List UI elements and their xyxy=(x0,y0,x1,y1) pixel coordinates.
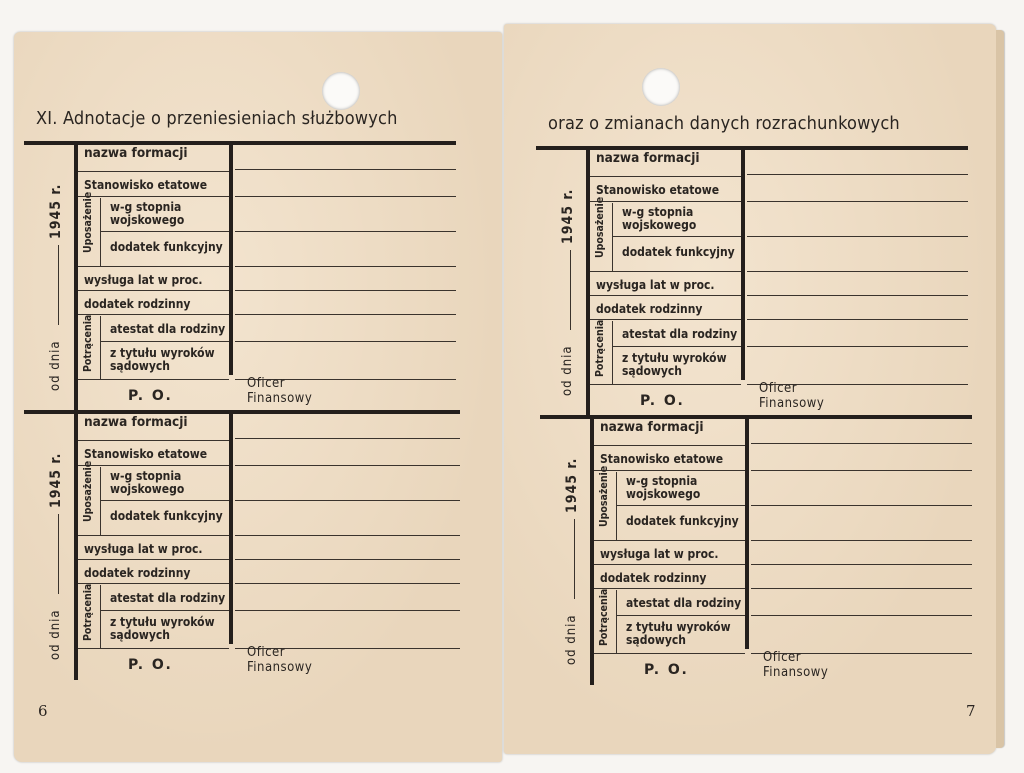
right-page-number: 7 xyxy=(966,702,976,720)
left-block2-year-line xyxy=(58,514,59,594)
left-block1-atestat-label: atestat dla rodziny xyxy=(110,322,226,336)
left-block1-entry-line-0 xyxy=(235,169,456,170)
right-block1-entry-line-0 xyxy=(747,174,968,175)
left-block2-wysluga-divider xyxy=(78,559,229,560)
right-block1-entry-line-2 xyxy=(747,236,968,237)
right-block1-rodzinny-divider xyxy=(590,319,741,320)
left-block1-potracenia-divider xyxy=(100,316,101,380)
left-block1-uposazenie-divider xyxy=(100,198,101,266)
left-block2-wg-stopnia-divider xyxy=(100,500,229,501)
right-block2-entry-line-3 xyxy=(751,540,972,541)
right-block1-uposazenie-end xyxy=(590,271,741,272)
right-block2-wg-stopnia-divider xyxy=(616,505,745,506)
right-block1-dodatek-rodzinny-label: dodatek rodzinny xyxy=(596,302,703,316)
left-block2-stanowisko-etatowe-divider xyxy=(78,465,229,466)
left-block2-bar-entries xyxy=(229,412,233,644)
right-block2-bar-label xyxy=(590,417,594,685)
right-block2-potracenia-end xyxy=(594,653,745,654)
right-block1-uposazenie-divider xyxy=(612,203,613,271)
left-page-number: 6 xyxy=(38,702,48,720)
left-block1-entry-line-5 xyxy=(235,314,456,315)
left-block1-z-tytulu-label: z tytułu wyroków xyxy=(110,346,215,360)
left-block1-entry-line-2 xyxy=(235,231,456,232)
left-block2-entry-line-3 xyxy=(235,535,460,536)
right-block1-wysluga-divider xyxy=(590,295,741,296)
left-block1-wg-stopnia-label: w-g stopnia xyxy=(110,200,182,214)
punch-hole-left xyxy=(322,72,360,110)
left-block1-dodatek-funkcyjny-label: dodatek funkcyjny xyxy=(110,240,223,254)
right-block1-year: 1945 r. xyxy=(560,188,576,244)
right-block1-atestat-label: atestat dla rodziny xyxy=(622,327,738,341)
right-block1-wojskowego-label: wojskowego xyxy=(622,218,697,232)
left-block2-rodzinny-divider xyxy=(78,583,229,584)
right-block1-from-day: od dnia xyxy=(560,345,575,396)
right-block2-wysluga-divider xyxy=(594,564,745,565)
right-block1-atestat-divider xyxy=(612,346,741,347)
right-block2-entry-line-2 xyxy=(751,505,972,506)
right-block1-entry-line-6 xyxy=(747,346,968,347)
left-block1-atestat-divider xyxy=(100,341,229,342)
right-block2-nazwa-formacji-divider xyxy=(594,445,745,446)
right-page-title: oraz o zmianach danych rozrachunkowych xyxy=(548,113,900,134)
left-block2-oficer-label: Oficer xyxy=(247,645,286,660)
punch-hole-right xyxy=(642,68,680,106)
right-block2-wysluga-label: wysługa lat w proc. xyxy=(600,547,719,561)
left-block1-entry-line-4 xyxy=(235,290,456,291)
left-block2-potracenia-divider xyxy=(100,585,101,649)
left-block2-entry-line-1 xyxy=(235,465,460,466)
right-block1-potracenia-end xyxy=(590,384,741,385)
right-block2-potracenia-divider xyxy=(616,590,617,654)
left-block2-atestat-divider xyxy=(100,610,229,611)
right-block1-entry-line-5 xyxy=(747,319,968,320)
right-block1-nazwa-formacji-divider xyxy=(590,176,741,177)
right-block1-nazwa-formacji-label: nazwa formacji xyxy=(596,150,700,166)
right-block2-entry-line-4 xyxy=(751,564,972,565)
left-block1-sadowych-label: sądowych xyxy=(110,359,170,373)
left-block2-atestat-label: atestat dla rodziny xyxy=(110,591,226,605)
right-block2-uposazenie: Uposażenie xyxy=(598,465,610,527)
left-block1-dodatek-rodzinny-label: dodatek rodzinny xyxy=(84,297,191,311)
right-block1-wg-stopnia-divider xyxy=(612,236,741,237)
right-block2-entry-line-1 xyxy=(751,470,972,471)
right-block1-uposazenie: Uposażenie xyxy=(594,196,606,258)
right-block2-oficer-label: Oficer xyxy=(763,650,802,665)
right-block2-bar-entries xyxy=(745,417,749,649)
left-block1-finansowy-label: Finansowy xyxy=(247,391,313,406)
left-block2-uposazenie-divider xyxy=(100,467,101,535)
left-block1-po-label: P. O. xyxy=(128,388,173,404)
right-block1-oficer-label: Oficer xyxy=(759,381,798,396)
right-block1-stanowisko-etatowe-divider xyxy=(590,201,741,202)
right-block1-entry-line-4 xyxy=(747,295,968,296)
right-block2-wg-stopnia-label: w-g stopnia xyxy=(626,474,698,488)
left-block2-uposazenie: Uposażenie xyxy=(82,460,94,522)
left-block1-bar-entries xyxy=(229,143,233,375)
left-block2-uposazenie-end xyxy=(78,535,229,536)
left-block2-z-tytulu-label: z tytułu wyroków xyxy=(110,615,215,629)
right-block2-year-line xyxy=(574,519,575,599)
left-block1-entry-line-3 xyxy=(235,266,456,267)
left-block2-entry-line-2 xyxy=(235,500,460,501)
left-block1-nazwa-formacji-divider xyxy=(78,171,229,172)
left-block1-year-line xyxy=(58,245,59,325)
left-block2-entry-line-4 xyxy=(235,559,460,560)
right-block2-stanowisko-etatowe-label: Stanowisko etatowe xyxy=(600,452,724,466)
right-block2-rodzinny-divider xyxy=(594,588,745,589)
right-block2-entry-line-0 xyxy=(751,443,972,444)
right-block2-sadowych-label: sądowych xyxy=(626,633,686,647)
right-block1-dodatek-funkcyjny-label: dodatek funkcyjny xyxy=(622,245,735,259)
right-block1-finansowy-label: Finansowy xyxy=(759,396,825,411)
right-block2-uposazenie-end xyxy=(594,540,745,541)
right-block1-bar-label xyxy=(586,148,590,416)
left-block2-potracenia: Potrącenia xyxy=(82,583,94,641)
left-block1-wysluga-divider xyxy=(78,290,229,291)
left-block2-wysluga-label: wysługa lat w proc. xyxy=(84,542,203,556)
left-block1-entry-line-1 xyxy=(235,196,456,197)
left-block2-bar-label xyxy=(74,412,78,680)
left-block2-entry-line-5 xyxy=(235,583,460,584)
right-block1-sadowych-label: sądowych xyxy=(622,364,682,378)
left-block2-potracenia-end xyxy=(78,648,229,649)
right-block1-potracenia-divider xyxy=(612,321,613,385)
left-block1-bar-label xyxy=(74,143,78,411)
right-block1-year-line xyxy=(570,250,571,330)
right-block1-wysluga-label: wysługa lat w proc. xyxy=(596,278,715,292)
right-block1-stanowisko-etatowe-label: Stanowisko etatowe xyxy=(596,183,720,197)
left-page-title: XI. Adnotacje o przeniesieniach służbowych xyxy=(36,108,398,129)
left-block2-po-label: P. O. xyxy=(128,657,173,673)
left-block2-dodatek-rodzinny-label: dodatek rodzinny xyxy=(84,566,191,580)
right-block1-po-label: P. O. xyxy=(640,393,685,409)
left-block2-nazwa-formacji-divider xyxy=(78,440,229,441)
left-block1-rodzinny-divider xyxy=(78,314,229,315)
left-block2-entry-line-6 xyxy=(235,610,460,611)
left-block2-year: 1945 r. xyxy=(48,452,64,508)
right-block1-wg-stopnia-label: w-g stopnia xyxy=(622,205,694,219)
left-block2-dodatek-funkcyjny-label: dodatek funkcyjny xyxy=(110,509,223,523)
left-block2-from-day: od dnia xyxy=(48,609,63,660)
right-block2-atestat-divider xyxy=(616,615,745,616)
right-block2-from-day: od dnia xyxy=(564,614,579,665)
left-block1-oficer-label: Oficer xyxy=(247,376,286,391)
right-block1-potracenia: Potrącenia xyxy=(594,319,606,377)
left-block2-finansowy-label: Finansowy xyxy=(247,660,313,675)
right-block2-entry-line-5 xyxy=(751,588,972,589)
left-block2-nazwa-formacji-label: nazwa formacji xyxy=(84,414,188,430)
left-block1-year: 1945 r. xyxy=(48,183,64,239)
left-block1-potracenia-end xyxy=(78,379,229,380)
right-block1-bar-entries xyxy=(741,148,745,380)
right-block1-entry-line-1 xyxy=(747,201,968,202)
right-block1-z-tytulu-label: z tytułu wyroków xyxy=(622,351,727,365)
left-block1-entry-line-6 xyxy=(235,341,456,342)
left-block1-stanowisko-etatowe-divider xyxy=(78,196,229,197)
left-block1-potracenia: Potrącenia xyxy=(82,314,94,372)
right-block1-entry-line-3 xyxy=(747,271,968,272)
right-block2-stanowisko-etatowe-divider xyxy=(594,470,745,471)
page-stack-edge xyxy=(996,30,1004,748)
left-block2-entry-line-0 xyxy=(235,438,460,439)
left-block1-stanowisko-etatowe-label: Stanowisko etatowe xyxy=(84,178,208,192)
left-block2-stanowisko-etatowe-label: Stanowisko etatowe xyxy=(84,447,208,461)
left-block2-wojskowego-label: wojskowego xyxy=(110,482,185,496)
right-block2-year: 1945 r. xyxy=(564,457,580,513)
left-block2-sadowych-label: sądowych xyxy=(110,628,170,642)
left-block2-wg-stopnia-label: w-g stopnia xyxy=(110,469,182,483)
right-block2-nazwa-formacji-label: nazwa formacji xyxy=(600,419,704,435)
left-block1-wg-stopnia-divider xyxy=(100,231,229,232)
left-block1-from-day: od dnia xyxy=(48,340,63,391)
left-block1-wysluga-label: wysługa lat w proc. xyxy=(84,273,203,287)
right-block2-dodatek-rodzinny-label: dodatek rodzinny xyxy=(600,571,707,585)
right-block2-po-label: P. O. xyxy=(644,662,689,678)
right-block2-z-tytulu-label: z tytułu wyroków xyxy=(626,620,731,634)
left-block1-uposazenie-end xyxy=(78,266,229,267)
right-block2-entry-line-6 xyxy=(751,615,972,616)
left-block1-uposazenie: Uposażenie xyxy=(82,191,94,253)
right-block2-wojskowego-label: wojskowego xyxy=(626,487,701,501)
right-block2-potracenia: Potrącenia xyxy=(598,588,610,646)
right-block2-dodatek-funkcyjny-label: dodatek funkcyjny xyxy=(626,514,739,528)
right-block2-atestat-label: atestat dla rodziny xyxy=(626,596,742,610)
left-block1-wojskowego-label: wojskowego xyxy=(110,213,185,227)
left-block1-nazwa-formacji-label: nazwa formacji xyxy=(84,145,188,161)
right-block2-finansowy-label: Finansowy xyxy=(763,665,829,680)
right-block2-uposazenie-divider xyxy=(616,472,617,540)
